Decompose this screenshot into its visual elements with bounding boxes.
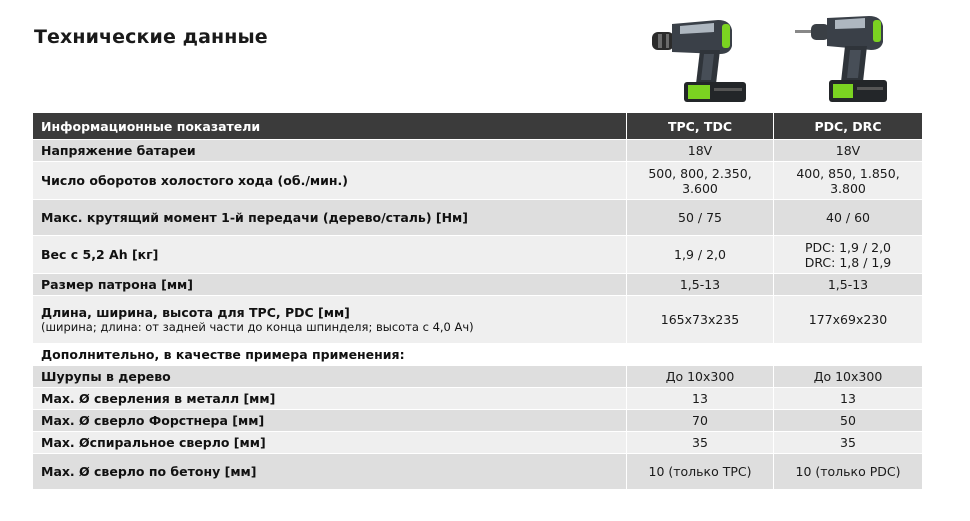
row-value-2 [774, 236, 923, 274]
row-value-2: 35 [774, 432, 923, 454]
row-value-1: 1,5-13 [627, 274, 774, 296]
page-title: Технические данные [34, 26, 268, 48]
row-label: Вес с 5,2 Ah [кг] [33, 236, 627, 274]
header-model-1: TPC, TDC [627, 113, 774, 140]
table-row [33, 274, 923, 296]
row-label: Max. Øспиральное сверло [мм] [33, 432, 627, 454]
row-value-2: 40 / 60 [774, 200, 923, 236]
row-label [33, 296, 627, 344]
header-model-2: PDC, DRC [774, 113, 923, 140]
row-label: Размер патрона [мм] [33, 274, 627, 296]
table-row [33, 366, 923, 388]
table-row [33, 454, 923, 490]
row-label: Max. Ø сверло по бетону [мм] [33, 454, 627, 490]
table-row [33, 162, 923, 200]
row-label: Макс. крутящий момент 1-й передачи (дерево/сталь) [Нм] [33, 200, 627, 236]
row-value-1: 70 [627, 410, 774, 432]
table-row [33, 410, 923, 432]
row-label-note: (ширина; длина: от задней части до конца шпинделя; высота с 4,0 Ач) [41, 320, 474, 334]
row-label: Число оборотов холостого хода (об./мин.) [33, 162, 627, 200]
header-label: Информационные показатели [33, 113, 627, 140]
row-value-2: 13 [774, 388, 923, 410]
row-value-1: До 10x300 [627, 366, 774, 388]
drill-pdc-icon [795, 10, 895, 106]
row-value-1 [627, 162, 774, 200]
table-row [33, 200, 923, 236]
row-value-2: 10 (только PDC) [774, 454, 923, 490]
row-label: Шурупы в дерево [33, 366, 627, 388]
row-value-1: 1,9 / 2,0 [627, 236, 774, 274]
table-row [33, 236, 923, 274]
row-value-2 [774, 162, 923, 200]
table-row [33, 296, 923, 344]
row-label: Max. Ø сверло Форстнера [мм] [33, 410, 627, 432]
row-value-2: 1,5-13 [774, 274, 923, 296]
row-value-2-line-1: 400, 850, 1.850, [796, 165, 900, 181]
row-value-2: 177x69x230 [774, 296, 923, 344]
row-value-2-line-2: DRC: 1,8 / 1,9 [804, 254, 892, 270]
row-value-1: 165x73x235 [627, 296, 774, 344]
row-value-2: До 10x300 [774, 366, 923, 388]
row-value-1-line-1: 500, 800, 2.350, [648, 165, 752, 181]
row-value-1-line-2: 3.600 [682, 180, 718, 196]
row-label: Напряжение батареи [33, 140, 627, 162]
row-value-2-line-1: PDC: 1,9 / 2,0 [805, 239, 891, 255]
row-label: Max. Ø сверления в металл [мм] [33, 388, 627, 410]
row-value-1: 13 [627, 388, 774, 410]
table-row [33, 140, 923, 162]
table-row [33, 432, 923, 454]
row-value-2: 50 [774, 410, 923, 432]
drill-tpc-icon [648, 10, 758, 106]
row-value-1: 18V [627, 140, 774, 162]
row-label-main: Длина, ширина, высота для TPC, PDC [мм] [41, 305, 350, 320]
section-row [33, 344, 923, 366]
row-value-1: 50 / 75 [627, 200, 774, 236]
table-row [33, 388, 923, 410]
section-label: Дополнительно, в качестве примера применения: [33, 344, 923, 366]
row-value-1: 10 (только TPC) [627, 454, 774, 490]
spec-table [32, 112, 923, 490]
table-header-row [33, 113, 923, 140]
row-value-2-line-2: 3.800 [830, 180, 866, 196]
row-value-2: 18V [774, 140, 923, 162]
row-value-1: 35 [627, 432, 774, 454]
